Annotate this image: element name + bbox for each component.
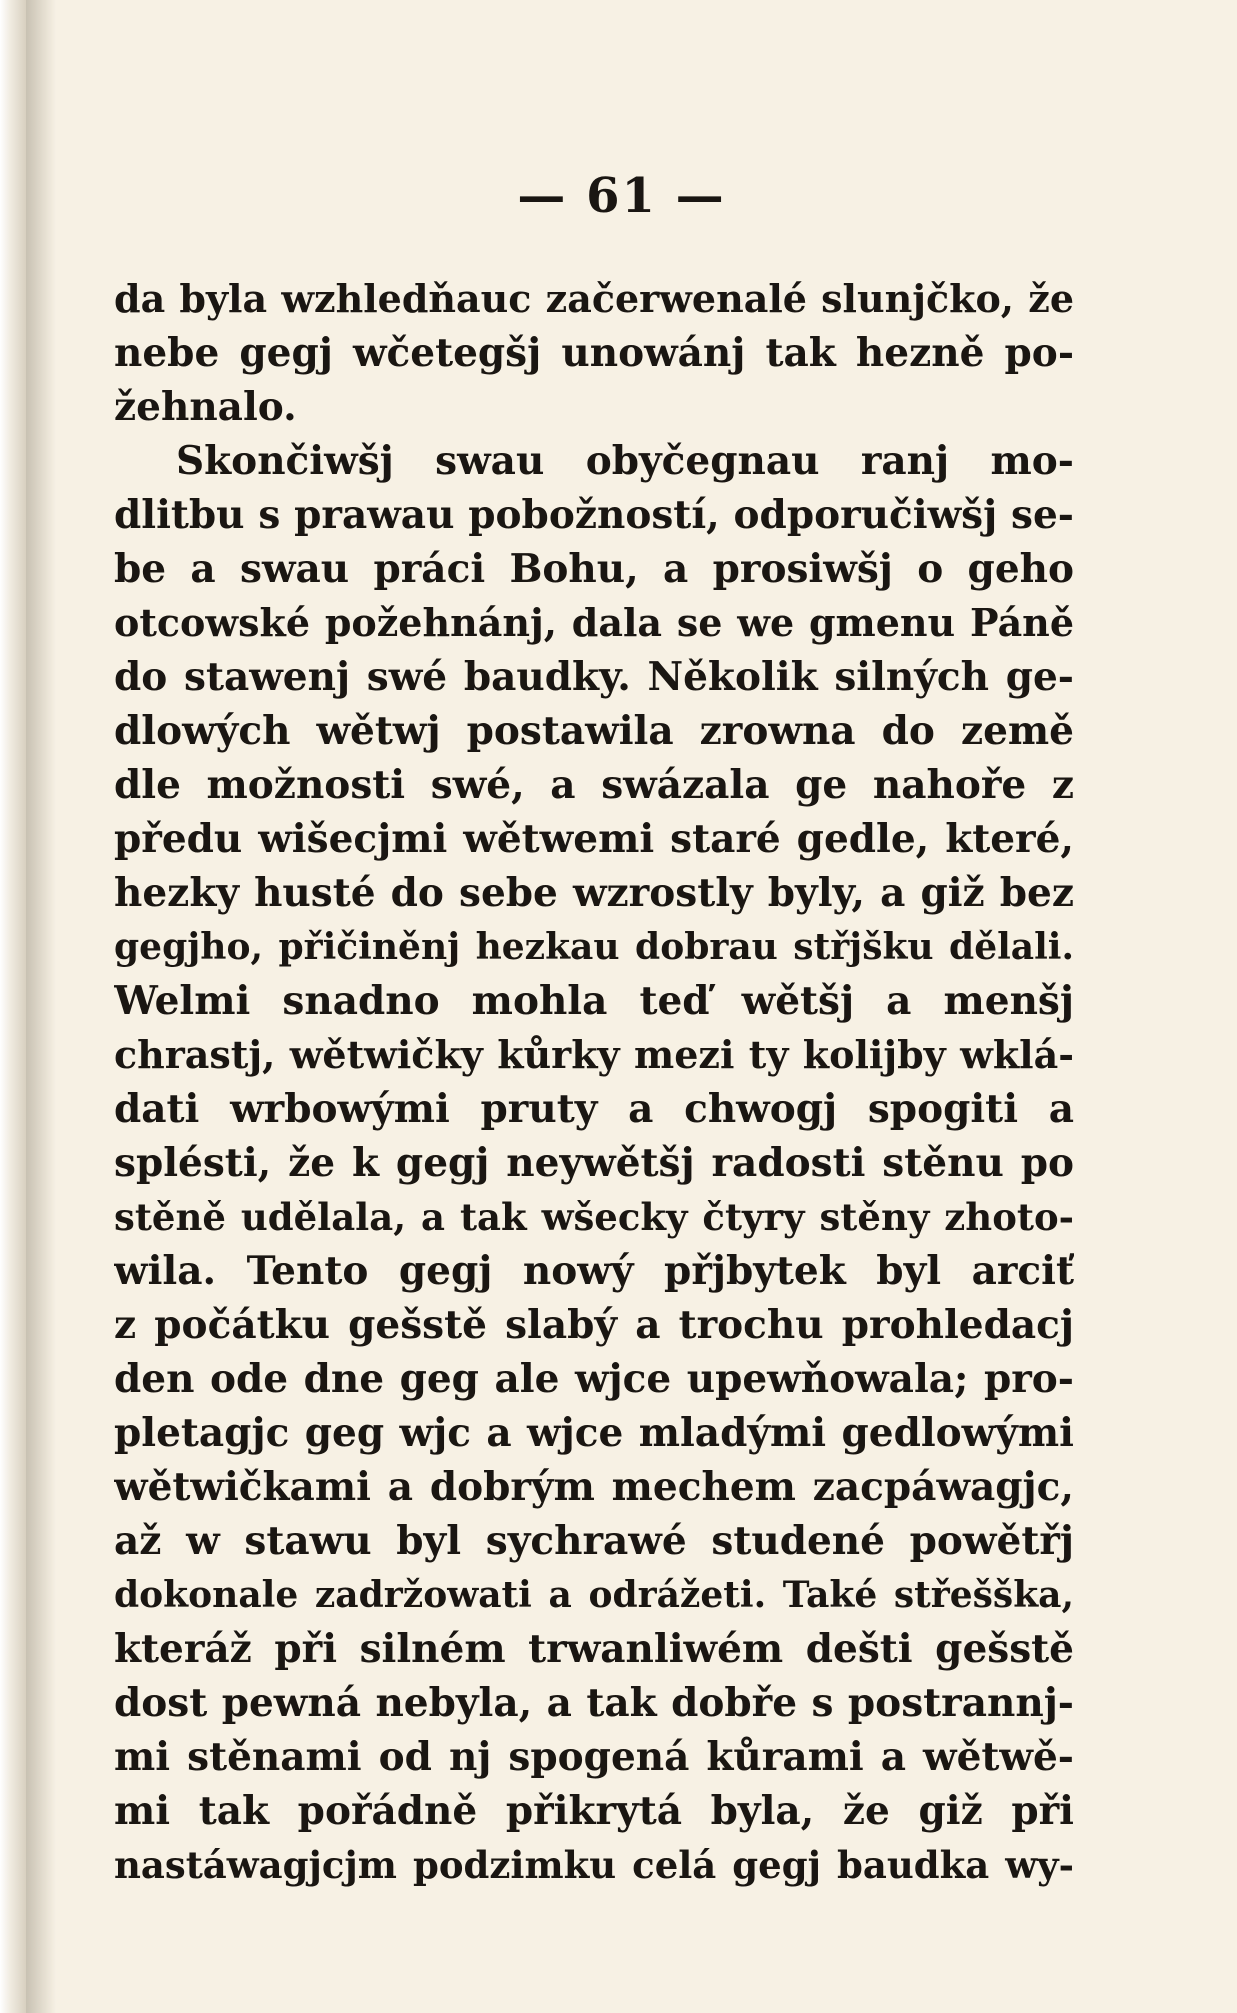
body-text: [114, 272, 1074, 1892]
text-line: otcowské požehnánj, dala se we gmenu Páně: [114, 600, 1074, 645]
text-line: dost pewná nebyla, a tak dobře s postrannj-: [114, 1680, 1074, 1726]
text-line: be a swau práci Bohu, a prosiwšj o geho: [114, 546, 1074, 592]
text-line: chrastj, wětwičky kůrky mezi ty kolijby wklá-: [114, 1032, 1074, 1077]
text-line: nastáwagjcjm podzimku celá gegj baudka wy-: [114, 1843, 1074, 1887]
text-line: z počátku gešstě slabý a trochu prohledacj: [114, 1302, 1074, 1348]
page-gutter-shadow: [26, 0, 56, 2013]
text-line: až w stawu byl sychrawé studené powětřj: [114, 1518, 1074, 1564]
text-line: Welmi snadno mohla teď wětšj a menšj: [114, 978, 1074, 1024]
text-line: nebe gegj wčetegšj unowánj tak hezně po-: [114, 330, 1074, 376]
text-line: stěně udělala, a tak wšecky čtyry stěny zhoto-: [114, 1195, 1074, 1239]
text-line: kteráž při silném trwanliwém dešti gešstě: [114, 1626, 1074, 1672]
text-line: da byla wzhledňauc začerwenalé slunjčko, že: [114, 276, 1074, 321]
text-line: předu wišecjmi wětwemi staré gedle, které,: [114, 816, 1074, 862]
page-number: — 61 —: [517, 168, 726, 224]
text-line: Skončiwšj swau obyčegnau ranj mo-: [176, 438, 1074, 484]
text-line: žehnalo.: [114, 384, 297, 430]
text-line: mi stěnami od nj spogená kůrami a wětwě-: [114, 1734, 1074, 1780]
text-line: wila. Tento gegj nowý přjbytek byl arciť: [114, 1248, 1074, 1294]
text-line: pletagjc geg wjc a wjce mladými gedlowými: [114, 1410, 1074, 1456]
text-line: mi tak pořádně přikrytá byla, že giž při: [114, 1788, 1074, 1834]
text-line: den ode dne geg ale wjce upewňowala; pro-: [114, 1356, 1074, 1402]
text-line: gegjho, přičiněnj hezkau dobrau střjšku dělali.: [114, 926, 1074, 968]
text-line: hezky husté do sebe wzrostly byly, a giž bez: [114, 870, 1074, 916]
text-line: splésti, že k gegj neywětšj radosti stěnu po: [114, 1140, 1074, 1186]
text-line: dati wrbowými pruty a chwogj spogiti a: [114, 1086, 1074, 1132]
text-line: dlitbu s prawau pobožností, odporučiwšj se-: [114, 492, 1074, 538]
text-line: dle možnosti swé, a swázala ge nahoře z: [114, 762, 1074, 808]
text-line: do stawenj swé baudky. Několik silných ge-: [114, 654, 1074, 700]
text-line: wětwičkami a dobrým mechem zacpáwagjc,: [114, 1464, 1074, 1510]
book-page: [26, 0, 1237, 2013]
binding-edge: [0, 0, 26, 2013]
text-line: dlowých wětwj postawila zrowna do země: [114, 708, 1074, 754]
text-line: dokonale zadržowati a odrážeti. Také střešška,: [114, 1574, 1074, 1616]
